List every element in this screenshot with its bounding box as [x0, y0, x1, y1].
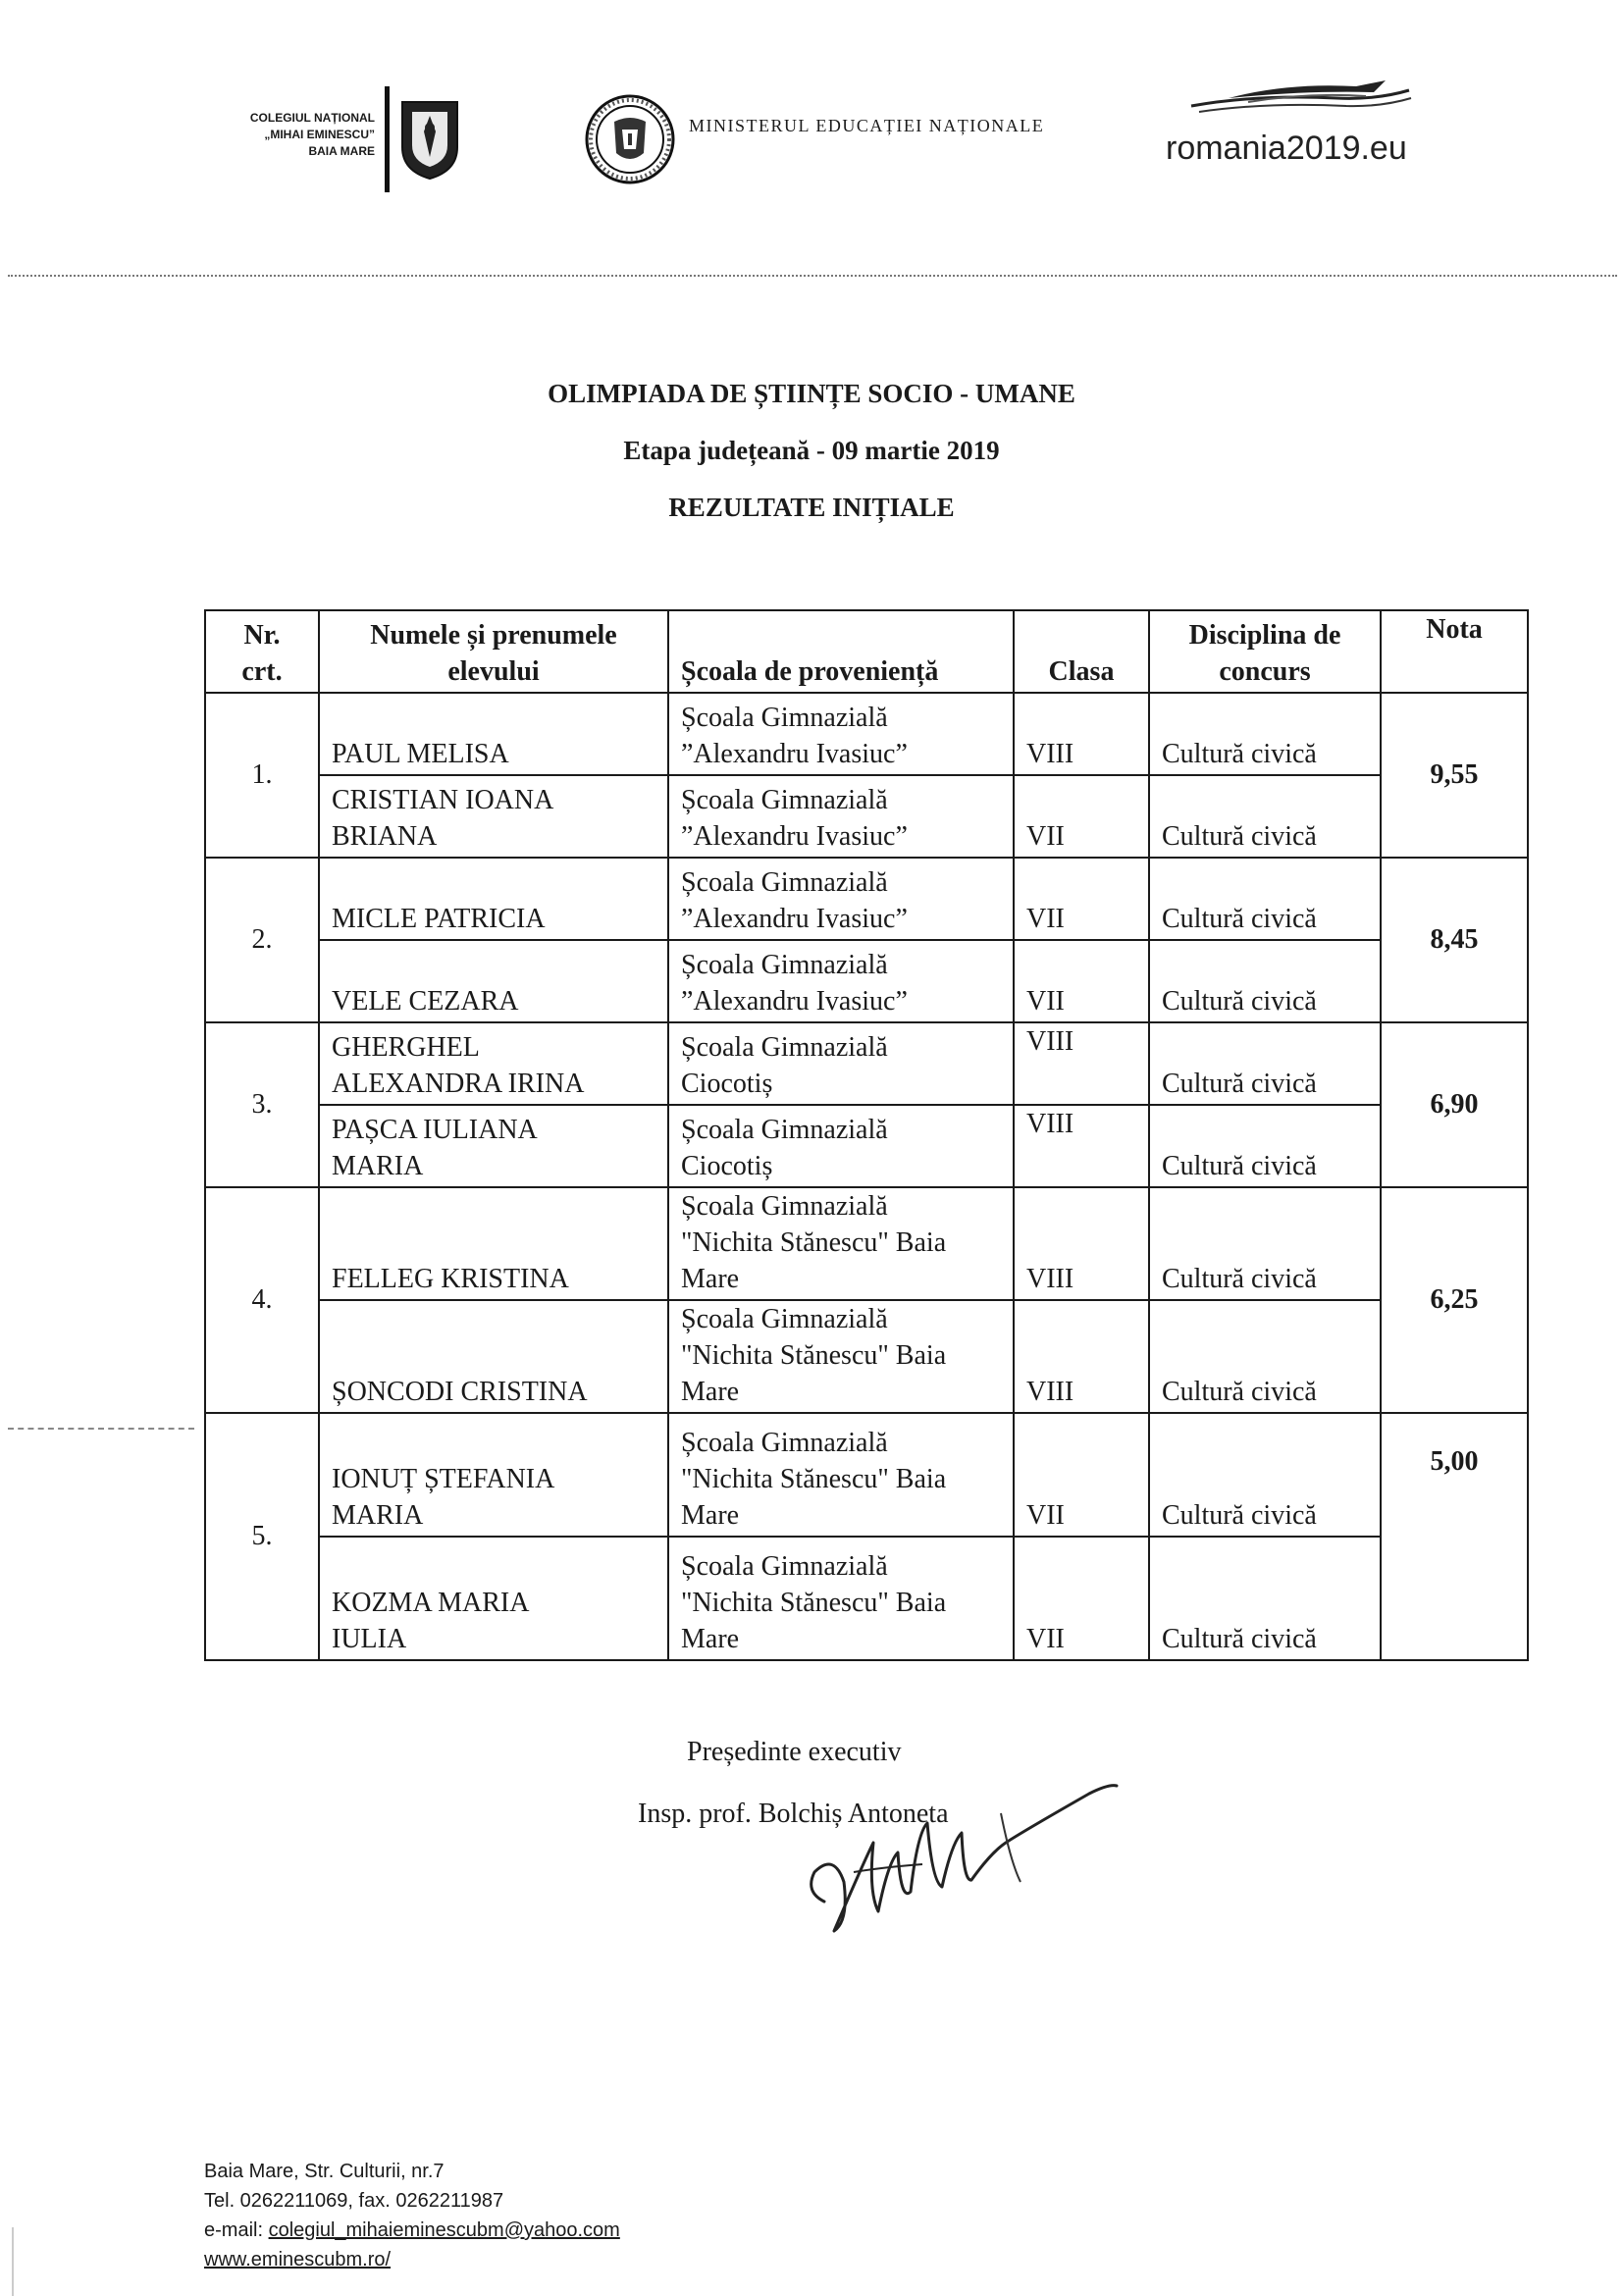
footer-website-link[interactable]: www.eminescubm.ro/ [204, 2249, 392, 2270]
class-cell: VII [1014, 1537, 1149, 1660]
school-cell: Școala Gimnazială ”Alexandru Ivasiuc” [668, 775, 1014, 858]
student-name-cell: PAUL MELISA [319, 693, 668, 775]
discipline-cell: Cultură civică [1149, 940, 1381, 1022]
table-row [205, 1300, 1528, 1413]
student-name-cell: CRISTIAN IOANA BRIANA [319, 775, 668, 858]
margin-dash-mark [8, 1428, 194, 1430]
class-cell: VII [1014, 940, 1149, 1022]
table-row [205, 1187, 1528, 1300]
handwritten-signature [795, 1774, 1119, 1941]
rank-cell: 1. [205, 693, 319, 858]
header-dotted-separator [8, 275, 1617, 277]
class-cell: VIII [1014, 1300, 1149, 1413]
school-cell: Școala Gimnazială Ciocotiș [668, 1105, 1014, 1187]
header-school: Școala de proveniență [668, 610, 1014, 693]
school-cell: Școala Gimnazială "Nichita Stănescu" Baia Mare [668, 1413, 1014, 1537]
student-name-cell: VELE CEZARA [319, 940, 668, 1022]
header-divider [385, 86, 390, 192]
table-row [205, 858, 1528, 940]
school-cell: Școala Gimnazială "Nichita Stănescu" Baia Mare [668, 1187, 1014, 1300]
table-row [205, 1105, 1528, 1187]
student-name-cell: FELLEG KRISTINA [319, 1187, 668, 1300]
grade-cell: 8,45 [1381, 858, 1528, 1022]
discipline-cell: Cultură civică [1149, 1300, 1381, 1413]
footer-email-link[interactable]: colegiul_mihaieminescubm@yahoo.com [268, 2219, 620, 2241]
table-header-row [205, 610, 1528, 693]
grade-cell: 6,90 [1381, 1022, 1528, 1187]
rank-cell: 4. [205, 1187, 319, 1413]
footer-email-line [204, 2216, 620, 2245]
footer-contact [204, 2157, 620, 2274]
discipline-cell: Cultură civică [1149, 1413, 1381, 1537]
header-grade: Nota [1381, 610, 1528, 693]
table-row [205, 693, 1528, 775]
results-title: REZULTATE INIȚIALE [668, 493, 955, 522]
grade-cell: 9,55 [1381, 693, 1528, 858]
discipline-cell: Cultură civică [1149, 1022, 1381, 1105]
class-cell: VII [1014, 858, 1149, 940]
signatory-name: Insp. prof. Bolchiș Antoneta [638, 1799, 949, 1829]
school-name-line3: BAIA MARE [308, 144, 375, 158]
school-cell: Școala Gimnazială "Nichita Stănescu" Baia Mare [668, 1300, 1014, 1413]
school-cell: Școala Gimnazială "Nichita Stănescu" Baia Mare [668, 1537, 1014, 1660]
discipline-cell: Cultură civică [1149, 858, 1381, 940]
table-row [205, 1022, 1528, 1105]
grade-cell: 5,00 [1381, 1413, 1528, 1660]
results-table [204, 609, 1529, 1661]
school-cell: Școala Gimnazială ”Alexandru Ivasiuc” [668, 858, 1014, 940]
header-discipline: Disciplina de concurs [1149, 610, 1381, 693]
olympiad-title: OLIMPIADA DE ȘTIINȚE SOCIO - UMANE [548, 379, 1075, 408]
class-cell: VII [1014, 1413, 1149, 1537]
class-cell: VIII [1014, 1187, 1149, 1300]
grade-cell: 6,25 [1381, 1187, 1528, 1413]
ministry-name: MINISTERUL EDUCAȚIEI NAȚIONALE [689, 116, 1045, 135]
rank-cell: 2. [205, 858, 319, 1022]
school-name-line2: „MIHAI EMINESCU” [264, 128, 375, 141]
discipline-cell: Cultură civică [1149, 1187, 1381, 1300]
footer-email-label: e-mail: [204, 2219, 269, 2241]
school-cell: Școala Gimnazială ”Alexandru Ivasiuc” [668, 693, 1014, 775]
student-name-cell: PAȘCA IULIANA MARIA [319, 1105, 668, 1187]
student-name-cell: KOZMA MARIA IULIA [319, 1537, 668, 1660]
discipline-cell: Cultură civică [1149, 693, 1381, 775]
table-row [205, 1537, 1528, 1660]
student-name-cell: GHERGHEL ALEXANDRA IRINA [319, 1022, 668, 1105]
class-cell: VIII [1014, 1105, 1149, 1187]
school-cell: Școala Gimnazială ”Alexandru Ivasiuc” [668, 940, 1014, 1022]
table-row [205, 940, 1528, 1022]
romania2019-swoosh-logo [1189, 77, 1415, 122]
footer-phone: Tel. 0262211069, fax. 0262211987 [204, 2190, 504, 2212]
student-name-cell: IONUȚ ȘTEFANIA MARIA [319, 1413, 668, 1537]
signatory-role: Președinte executiv [687, 1737, 902, 1767]
class-cell: VIII [1014, 693, 1149, 775]
header-nr-crt: Nr. crt. [205, 610, 319, 693]
rank-cell: 3. [205, 1022, 319, 1187]
class-cell: VII [1014, 775, 1149, 858]
table-row [205, 1413, 1528, 1537]
class-cell: VIII [1014, 1022, 1149, 1105]
school-name-block [208, 110, 375, 160]
header-class: Clasa [1014, 610, 1149, 693]
school-crest-logo [398, 98, 461, 181]
discipline-cell: Cultură civică [1149, 1105, 1381, 1187]
student-name-cell: ȘONCODI CRISTINA [319, 1300, 668, 1413]
stage-date-title: Etapa județeană - 09 martie 2019 [623, 436, 1000, 465]
rank-cell: 5. [205, 1413, 319, 1660]
school-name-line1: COLEGIUL NAȚIONAL [249, 111, 375, 125]
table-row [205, 775, 1528, 858]
school-cell: Școala Gimnazială Ciocotiș [668, 1022, 1014, 1105]
student-name-cell: MICLE PATRICIA [319, 858, 668, 940]
discipline-cell: Cultură civică [1149, 1537, 1381, 1660]
margin-edge-mark [12, 2227, 14, 2296]
footer-address: Baia Mare, Str. Culturii, nr.7 [204, 2161, 445, 2182]
romania2019-site: romania2019.eu [1166, 130, 1407, 167]
government-seal-logo [585, 94, 675, 184]
header-student-name: Numele și prenumele elevului [319, 610, 668, 693]
discipline-cell: Cultură civică [1149, 775, 1381, 858]
